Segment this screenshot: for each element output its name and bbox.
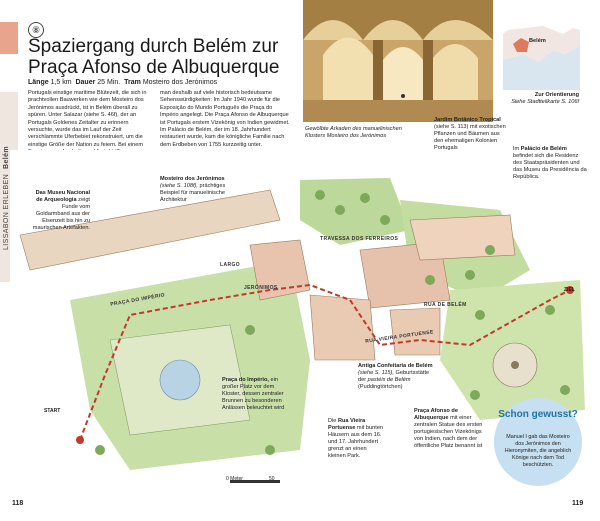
street-largo: LARGO xyxy=(220,262,241,268)
orientation-inset-map xyxy=(503,20,580,90)
label-palacio-belem xyxy=(513,146,588,181)
title-line-1: Spaziergang durch Belém zur xyxy=(28,36,279,57)
antiga-text: Geburtsstätte der xyxy=(358,370,430,383)
callout-text: Manuel I gab das Mosteiro dos Jerónimos den Hieronymiten, die angeblich Könige nach dem Tod beschützten. xyxy=(504,434,572,468)
inset-map-graphic xyxy=(503,20,580,90)
antiga-text-2: (Puddingtörtchen) xyxy=(358,384,403,390)
antiga-ref: (siehe S. 115), xyxy=(358,370,394,376)
map-palacio-building xyxy=(410,215,515,260)
length-value: 1,5 km xyxy=(50,79,72,86)
did-you-know-callout xyxy=(494,398,582,486)
praca-imperio-text: ein großer Platz vor dem Kloster, dessen zentraler Brunnen zu besonderen Anlässen beleuchtet wird xyxy=(222,377,285,411)
street-praca-imperio: PRAÇA DO IMPÉRIO xyxy=(109,292,166,308)
label-rua-vieira xyxy=(328,418,384,460)
street-jeronimos: JERÓNIMOS xyxy=(244,285,278,291)
afonso-text: mit einer zentralen Statue des ersten portugiesischen Vizekönigs von Indien, nach dem der öffentliche Platz benannt ist xyxy=(414,415,483,449)
duration-value: 25 Min. xyxy=(97,79,121,86)
start-marker xyxy=(76,436,84,444)
label-jardim-botanico xyxy=(434,117,506,152)
praca-imperio-title: Praça do Império, xyxy=(222,377,269,383)
length-label: Länge xyxy=(28,79,49,86)
label-museu-arqueologia xyxy=(28,190,90,232)
antiga-title: Antiga Confeitaria de Belém xyxy=(358,363,433,369)
label-antiga-confeitaria xyxy=(358,363,436,391)
cloister-illustration xyxy=(303,0,493,122)
page-number-left: 118 xyxy=(12,500,24,507)
palacio-pre: Im xyxy=(513,146,520,152)
tram-label: Tram xyxy=(124,79,141,86)
street-rua-belem: RUA DE BELÉM xyxy=(424,302,467,308)
cloister-photo xyxy=(303,0,493,122)
walk-meta xyxy=(28,79,217,86)
chapter-tab xyxy=(0,22,18,54)
page-number-right: 119 xyxy=(572,500,584,507)
side-tab-text xyxy=(3,146,10,250)
scale-label xyxy=(226,476,275,482)
intro-column-2: man deshalb auf viele historisch bedeutsame Sehenswürdigkeiten: Im Jahr 1940 wurde für die Exposição do Mundo Português die Praça do Império angelegt. Die Praça Afonso de Albuquerque ist Portugals erstem Vizekönig von Indien gewidmet. Im Palácio de Belém, der im 18. Jahrhundert restauriert wurde, kam die königliche Familie nach dem Erdbeben von 1755 kurzzeitig unter. xyxy=(160,90,290,148)
side-section-label: LISSABON ERLEBEN xyxy=(3,173,10,250)
museu-title: Das Museu Nacional de Arqueologia xyxy=(35,190,90,203)
page-title xyxy=(28,36,318,78)
mosteiro-ref: (siehe S. 108f), xyxy=(160,183,198,189)
tram-value: Mosteiro dos Jerónimos xyxy=(142,79,218,86)
map-statue xyxy=(511,361,519,369)
orientation-note xyxy=(494,92,579,106)
street-travessa: TRAVESSA DOS FERREIROS xyxy=(320,236,399,242)
map-block-confeitaria xyxy=(310,295,375,360)
palacio-text: befindet sich die Residenz des Staatspräsidenten und das Museu da Presidência da República. xyxy=(513,153,587,180)
intro-column-1: Portugals einstige maritime Blütezeit, die sich in prachtvollen Bauwerken wie dem Mosteiro dos Jerónimos ausdrückt, ist in Belém überall zu spüren. Unter Salazar (siehe S. 46f), der an Portugals Goldenes Zeitalter zu erinnern versuchte, wurde das im Lauf der Zeit verschlammte Uferbebiet rekonstruiert, um die einstige Größe der Nation zu feiern. Bei einem xyxy=(28,90,147,148)
end-label: ZIEL xyxy=(564,287,575,293)
label-mosteiro xyxy=(160,176,245,204)
palacio-title: Palácio de Belém xyxy=(520,146,567,152)
mosteiro-title: Mosteiro dos Jerónimos xyxy=(160,176,225,182)
callout-title: Schon gewusst? xyxy=(498,409,578,420)
walk-number: ⑧ xyxy=(28,22,44,38)
scale-max: 50 xyxy=(268,476,275,482)
street-rua-vieira: RUA VIEIRA PORTUENSE xyxy=(364,329,435,345)
rua-vieira-title: Rua Vieira Portuense xyxy=(328,418,366,431)
label-afonso-albuquerque xyxy=(414,408,488,450)
scale-zero: 0 Meter xyxy=(226,476,243,482)
mosteiro-text: prächtiges Beispiel für manuelinische Architektur xyxy=(160,183,226,203)
inset-city-label: Belém xyxy=(529,38,546,44)
rua-vieira-pre: Die xyxy=(328,418,337,424)
orientation-reference: Siehe Stadtteilkarte S. 106f xyxy=(511,99,579,105)
label-praca-imperio xyxy=(222,377,290,412)
museu-text: zeigt Funde vom Goldarmband aus der Eisenzeit bis hin zu maurischen Artefakten. xyxy=(32,197,90,231)
duration-label: Dauer xyxy=(75,79,96,86)
photo-caption: Gewölbte Arkaden des manuelinischen Klosters Mosteiro dos Jerónimos xyxy=(305,126,402,139)
antiga-italic: pastéis de Belém xyxy=(367,377,411,383)
jardim-text: (siehe S. 113) mit exotischen Pflanzen und Bäumen aus den ehemaligen Kolonien Portugals xyxy=(434,124,506,151)
map-fountain xyxy=(160,360,200,400)
title-line-2: Praça Afonso de Albuquerque xyxy=(28,57,280,78)
afonso-title: Praça Afonso de Albuquerque xyxy=(414,408,458,421)
jardim-title: Jardim Botânico Tropical xyxy=(434,117,501,123)
rua-vieira-text: mit bunten Häusern aus dem 16. und 17. Jahrhundert grenzt an einen kleinen Park. xyxy=(328,425,384,459)
orientation-title: Zur Orientierung xyxy=(534,92,579,98)
side-chapter-label: Belém xyxy=(3,145,10,169)
start-label: START xyxy=(44,408,61,414)
